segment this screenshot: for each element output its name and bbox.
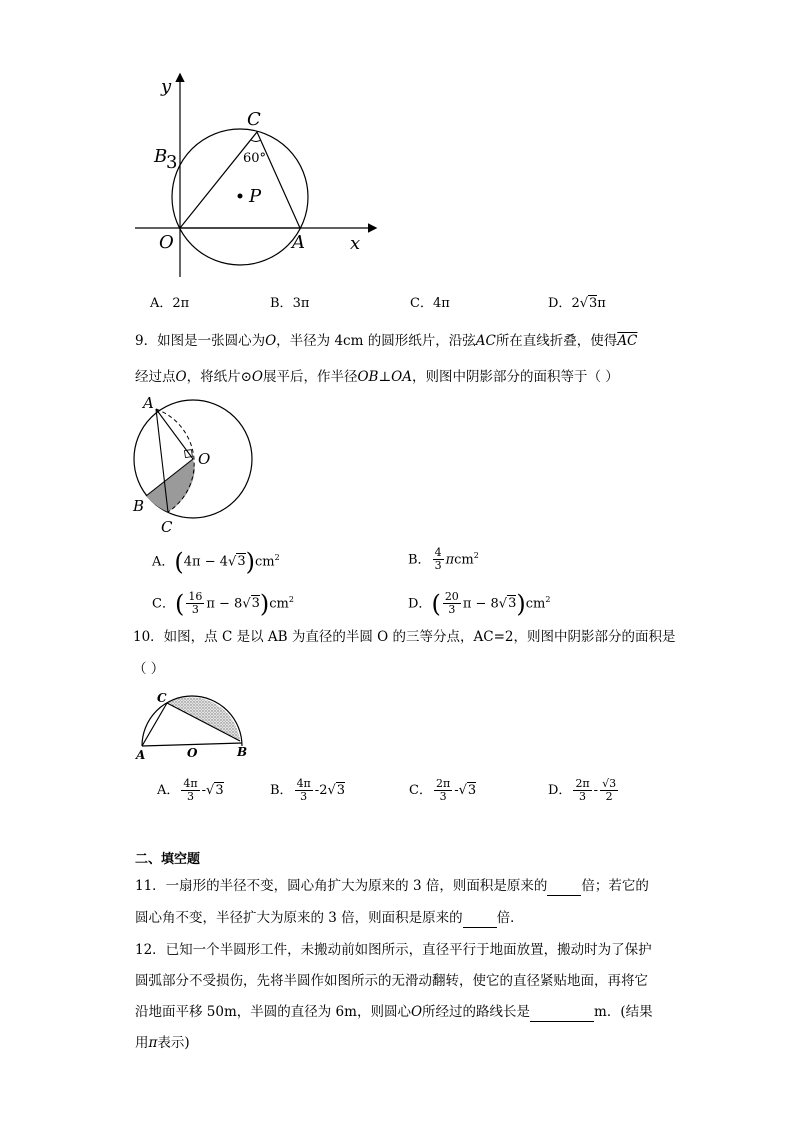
label-c: C: [247, 109, 261, 130]
q10-option-d: D． $\frac{2\pi}{3}$ - $\frac{√3}{2}$: [548, 777, 617, 803]
section-title-fill-in: 二、填空题: [135, 852, 201, 867]
angle-arc: [251, 140, 261, 141]
q11-line2: 圆心角不变，半径扩大为原来的 3 倍，则面积是原来的 倍．: [135, 910, 524, 926]
label-b: B: [154, 146, 168, 167]
point-p: [238, 194, 243, 199]
q9-line2: 经过点O，将纸片⊙O展平后，作半径OB⊥OA，则图中阴影部分的面积等于（ ）: [135, 369, 619, 385]
triangle-oca: [180, 132, 300, 228]
q12-blank[interactable]: [530, 1005, 594, 1022]
q9-label-a: A: [143, 394, 154, 412]
q9-shaded-region: [146, 459, 195, 512]
q8-option-b: B．3π: [270, 296, 310, 311]
q11-line1: 11．一扇形的半径不变，圆心角扩大为原来的 3 倍，则面积是原来的 倍；若它的: [135, 878, 649, 894]
q8-option-a: A．2π: [150, 296, 190, 311]
q10-label-b: B: [237, 745, 248, 759]
label-x: x: [350, 233, 361, 254]
q12-line1: 12．已知一个半圆形工件，未搬动前如图所示，直径平行于地面放置，搬动时为了保护: [135, 942, 652, 958]
q9-option-a: A．$(4\pi - 4√3)cm^2$: [152, 547, 280, 576]
q10-line2: （ ）: [133, 661, 165, 677]
label-angle: 60°: [243, 151, 267, 166]
q9-label-c: C: [161, 518, 173, 536]
q8-figure: [125, 65, 385, 285]
label-b-value: 3: [166, 152, 178, 173]
label-p: P: [249, 186, 262, 207]
q9-label-o: O: [198, 450, 211, 468]
q12-line3: 沿地面平移 50m，半圆的直径为 6m，则圆心O所经过的路线长是 m．(结果: [135, 1004, 653, 1020]
q10-label-o: O: [187, 746, 198, 760]
q9-figure: [125, 392, 265, 537]
q8-option-d: D．2√3π: [548, 296, 606, 311]
label-y: y: [161, 76, 172, 97]
label-o: O: [159, 232, 174, 253]
q10-shaded-segment: [167, 697, 240, 741]
q10-option-a: A． $\frac{4\pi}{3}$ -√3: [157, 777, 224, 803]
label-a: A: [292, 232, 305, 253]
q9-option-d: D．( $\frac{20}{3}$ $\pi - 8√3)cm^2$: [408, 589, 551, 618]
q9-label-b: B: [133, 497, 145, 515]
q9-option-c: C．( $\frac{16}{3}$ $\pi - 8√3)cm^2$: [152, 589, 294, 618]
q10-figure: [130, 686, 260, 762]
q12-line2: 圆弧部分不受损伤，先将半圆作如图所示的无滑动翻转，使它的直径紧贴地面，再将它: [135, 973, 648, 989]
q10-line1: 10．如图，点 C 是以 AB 为直径的半圆 O 的三等分点，AC=2，则图中阴影部分的面积是: [133, 629, 676, 645]
q10-label-a: A: [136, 748, 146, 762]
q9-line1: 9．如图是一张圆心为O，半径为 4cm 的圆形纸片，沿弦AC所在直线折叠，使得$\overline{AC}$: [135, 333, 638, 349]
q11-blank-2[interactable]: [463, 911, 497, 928]
q10-option-c: C． $\frac{2\pi}{3}$ -√3: [409, 777, 477, 803]
q10-chord-ac: [142, 703, 167, 746]
q10-option-b: B． $\frac{4\pi}{3}$ -2√3: [270, 777, 346, 803]
q12-line4: 用π表示): [135, 1035, 190, 1051]
q8-option-c: C．4π: [410, 296, 450, 311]
q9-radius-oa: [156, 409, 193, 459]
q10-label-c: C: [157, 691, 167, 705]
q11-blank-1[interactable]: [547, 879, 581, 896]
q9-option-b: B． $\frac{4}{3}$ πcm$^2$: [408, 546, 479, 573]
